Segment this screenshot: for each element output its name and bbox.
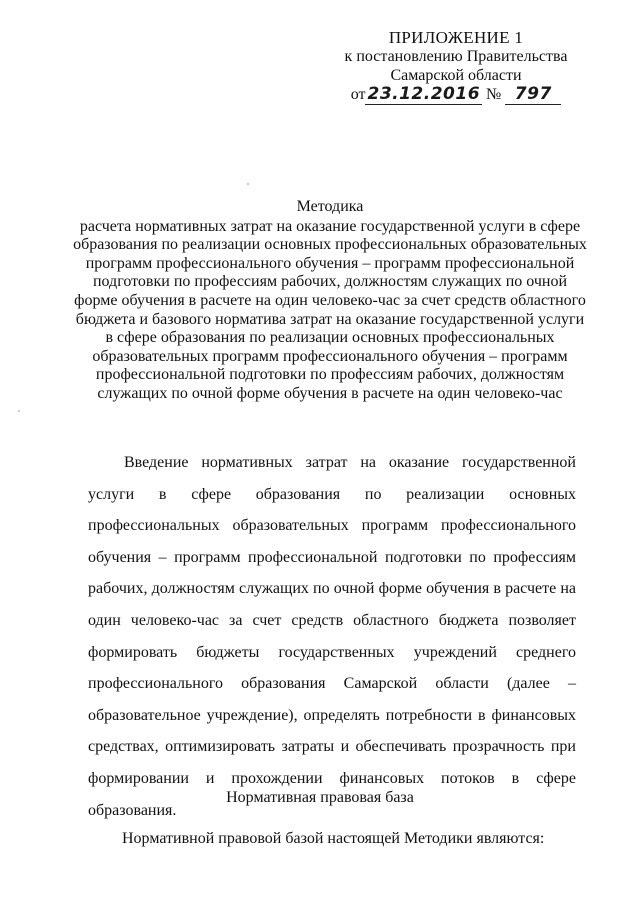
- appendix-date-line: [336, 85, 576, 105]
- from-label: от: [350, 86, 366, 103]
- methodology-subtitle: [70, 218, 590, 404]
- methodology-subtitle-line: подготовки по профессиям рабочих, должностям служащих по очной: [92, 273, 568, 291]
- methodology-title-block: [70, 198, 590, 404]
- appendix-region-line: Самарской области: [390, 67, 522, 84]
- methodology-subtitle-line: в сфере образования по реализации основных профессиональных: [105, 329, 555, 347]
- handwritten-number: 797: [505, 85, 561, 105]
- appendix-header: [336, 28, 576, 105]
- section-heading: Нормативная правовая база: [226, 789, 414, 806]
- methodology-title: Методика: [296, 198, 364, 215]
- basis-sentence: Нормативной правовой базой настоящей Методики являются:: [122, 830, 545, 847]
- methodology-subtitle-line: программ профессионального обучения – программ профессиональной: [85, 254, 575, 272]
- intro-paragraph: Введение нормативных затрат на оказание государственной услуги в сфере образования по реализации основных профессиональных образовательных программ профессионального обучения – программ профессиональной подготовки по профессиям рабочих, должностям служащих по очной форме обучения в расчете на один человеко-час за счет средств областного бюджета позволяет формировать бюджеты государственных учреждений среднего профессионального образования Самарской области (далее – образовательное учреждение), определять потребности в финансовых средствах, оптимизировать затраты и обеспечивать прозрачность при формировании и прохождении финансовых потоков в сфере образования.: [88, 454, 576, 819]
- scan-speck: [18, 410, 20, 412]
- methodology-subtitle-line: профессиональной подготовки по профессиям рабочих, должностям: [95, 366, 565, 384]
- appendix-resolution-line: к постановлению Правительства: [344, 48, 568, 65]
- number-label: №: [486, 86, 502, 103]
- handwritten-date: 23.12.2016: [367, 84, 481, 104]
- methodology-subtitle-line: форме обучения в расчете на один человеко-час за счет средств областного: [74, 291, 586, 309]
- appendix-title: ПРИЛОЖЕНИЕ 1: [388, 28, 524, 47]
- methodology-subtitle-line: образования по реализации основных профессиональных образовательных: [73, 236, 587, 254]
- methodology-subtitle-line: бюджета и базового норматива затрат на оказание государственной услуги: [75, 310, 585, 328]
- methodology-subtitle-line: служащих по очной форме обучения в расчете на один человеко-час: [97, 384, 563, 402]
- methodology-subtitle-line: расчета нормативных затрат на оказание государственной услуги в сфере: [79, 217, 581, 235]
- scan-speck: [247, 183, 249, 185]
- methodology-subtitle-line: образовательных программ профессионального обучения – программ: [92, 347, 568, 365]
